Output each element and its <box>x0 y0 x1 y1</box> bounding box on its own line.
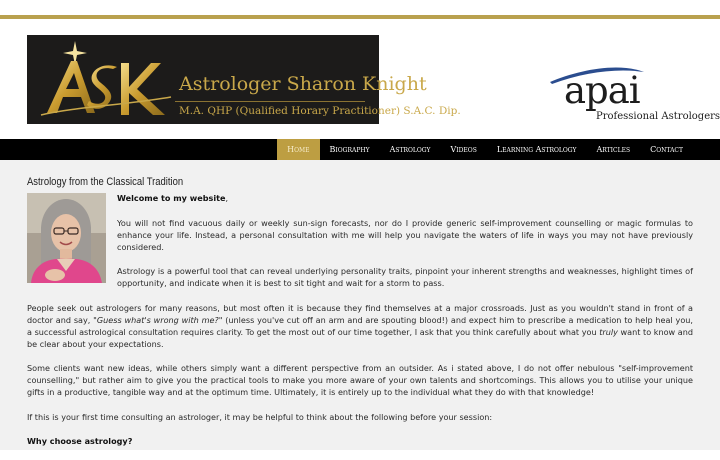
subheading-why-astrology: Why choose astrology? <box>27 436 133 446</box>
nav-list <box>277 139 693 160</box>
ask-monogram-logo <box>35 39 175 119</box>
logo-name-text: Astrologer Sharon Knight <box>179 73 427 95</box>
nav-home[interactable]: Home <box>277 139 319 160</box>
portrait-spacer <box>27 192 117 296</box>
p3-part-b: " (unless you've cut off an arm and are spouting blood!) and expect him to prescribe a medication to help heal you, a successful astrological consultation requires clarity. To get the most out of our time together, I ask that you think carefully about what you <box>27 314 693 337</box>
logo-divider <box>175 101 365 102</box>
nav-biography[interactable]: Biography <box>329 145 370 154</box>
p3-part-c: want to know and be clear about your expectations. <box>27 326 694 349</box>
p3-part-a: People seek out astrologers for many reasons, but most often it is because they find themselves at a major crossroads. Just as you wouldn't stand in front of a doctor and say, " <box>27 302 693 325</box>
nav-learning-astrology[interactable]: Learning Astrology <box>496 145 577 154</box>
main-content-area <box>0 160 720 450</box>
welcome-punct: , <box>225 193 229 203</box>
main-navigation <box>0 139 720 160</box>
nav-contact[interactable]: Contact <box>650 145 683 154</box>
nav-videos[interactable]: Videos <box>450 145 477 154</box>
p3-quote: Guess what's wrong with me? <box>96 314 219 325</box>
logo-qualifications: M.A. QHP (Qualified Horary Practitioner) S.A.C. Dip. <box>179 105 461 117</box>
page-title: Astrology from the Classical Tradition <box>27 176 184 188</box>
apai-wordmark: apai <box>564 69 640 112</box>
paragraph-2: Astrology is a powerful tool that can reveal underlying personality traits, pinpoint your inherent strengths and weaknesses, highlight times of opportunity, and indicate when it is best to sit tight and wait for a storm to pass. <box>117 266 693 288</box>
site-logo[interactable] <box>27 35 461 124</box>
apai-subtitle: Professional Astrologers <box>596 111 720 122</box>
content-body <box>27 192 693 460</box>
apai-logo[interactable] <box>548 64 720 126</box>
nav-astrology[interactable]: Astrology <box>389 145 431 154</box>
paragraph-1: You will not find vacuous daily or weekly sun-sign forecasts, nor do I provide generic self-improvement counselling or magic formulas to enhance your life. Instead, a personal consultation with me will help you navigate the waters of life in ways you may not have previously considered. <box>117 217 693 252</box>
paragraph-3 <box>27 302 693 350</box>
welcome-line <box>27 192 693 204</box>
paragraph-5: If this is your first time consulting an astrologer, it may be helpful to think about the following before your session: <box>27 411 493 422</box>
top-gold-stripe <box>0 15 720 19</box>
nav-articles[interactable]: Articles <box>596 145 631 154</box>
paragraph-4: Some clients want new ideas, while others simply want a different perspective from an outsider. As i stated above, I do not offer nebulous "self-improvement counselling," but rather aim to give you the practical tools to make you more aware of your own talents and shortcomings. This allows you to utilise your unique gifts in a productive, tangible way and at the optimum time. Ultimately, it is entirely up to the individual what they do with that knowledge! <box>27 363 693 397</box>
welcome-heading: Welcome to my website <box>117 193 226 203</box>
p3-emphasis-truly: truly <box>599 326 618 337</box>
